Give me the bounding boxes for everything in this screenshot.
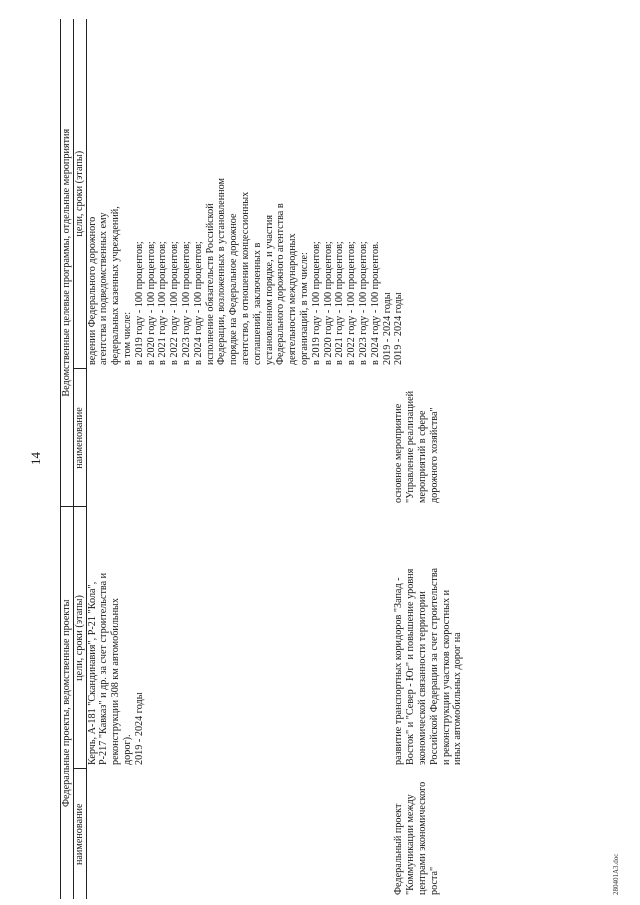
- vp-goals-cell: ведении Федерального дорожного агентства и подведомственных ему федеральных казенных учреждений, в том числе: в 2019 году - 100 процентов; в 2020 году - 100 процентов; в 2021 году - 100 процентов; в 2022 году - 100 процентов; в 2023 году - 100 процентов; в 2024 году - 100 процентов; исполнение обязательств Российской Федерации, возложенных в установленном порядке на Федеральное дорожное агентство, в отношении концессионных соглашений, заключенных в установленном порядке, и участия Федерального дорожного агентства в деятельности международных организаций, в том числе: в 2019 году - 100 процентов; в 2020 году - 100 процентов; в 2021 году - 100 процентов; в 2022 году - 100 процентов; в 2023 году - 100 процентов; в 2024 году - 100 процентов. 2019 - 2024 годы: [86, 178, 393, 365]
- header-fp-goals: цели, сроки (этапы): [73, 507, 86, 769]
- header-fp-name: наименование: [73, 769, 86, 899]
- header-vp-goals: цели, сроки (этапы): [73, 19, 86, 369]
- fp-goals-cell: развитие транспортных коридоров "Запад - Восток" и "Север - Юг" и повышение уровня экономической связанности территории Российской Федерации за счет строительства и реконструкции участков скоростных и иных автомобильных дорог на: [393, 567, 464, 765]
- page-number: 14: [28, 452, 43, 465]
- vp-goals-cell: 2019 - 2024 годы: [393, 292, 405, 365]
- table-header-group-row: [61, 19, 74, 899]
- programs-table: [60, 19, 464, 899]
- vp-name-cell: основное мероприятие "Управление реализацией мероприятий в сфере дорожного хозяйства": [393, 390, 440, 503]
- table-row: [86, 19, 393, 899]
- table-header-columns-row: [73, 19, 86, 899]
- vp-name-cell: [86, 369, 393, 507]
- footer-filename: 280401A3.doc: [612, 853, 620, 895]
- table-row: [393, 19, 464, 899]
- fp-name-cell: [86, 769, 393, 899]
- header-federal-projects: Федеральные проекты, ведомственные проекты: [61, 507, 74, 899]
- fp-name-cell: Федеральный проект "Коммуникации между центрами экономического роста": [393, 781, 440, 895]
- header-vp-name: наименование: [73, 369, 86, 507]
- fp-goals-cell: Керчь, А-181 "Скандинавия", Р-21 "Кола", Р-217 "Кавказ" и др. за счет строительства и реконструкции 308 км автомобильных дорог). 2019 - 2024 годы: [86, 572, 145, 765]
- header-departmental-programs: Ведомственные целевые программы, отдельные мероприятия: [61, 19, 74, 507]
